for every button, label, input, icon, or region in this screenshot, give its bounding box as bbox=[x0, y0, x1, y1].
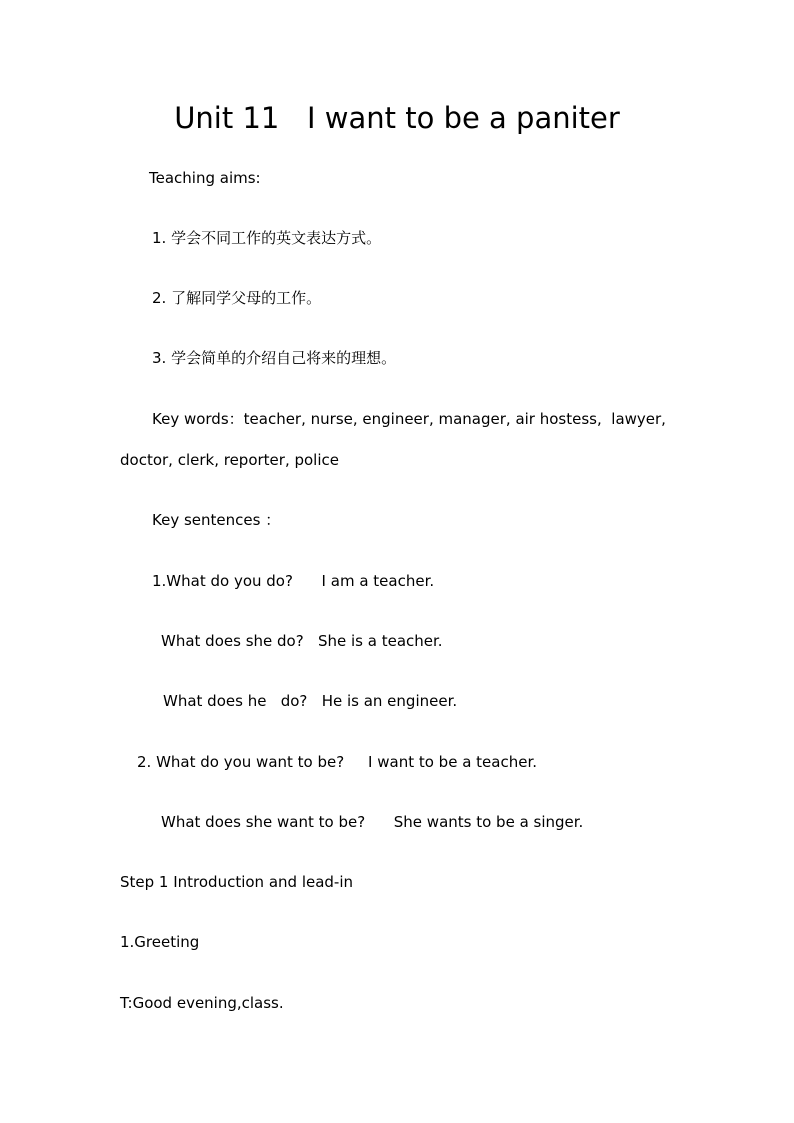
key-sentence-4: 2. What do you want to be? I want to be a teacher. bbox=[137, 753, 538, 771]
step-1-heading: Step 1 Introduction and lead-in bbox=[120, 873, 354, 891]
key-words-line-2: doctor, clerk, reporter, police bbox=[120, 451, 339, 469]
greeting-heading: 1.Greeting bbox=[120, 933, 200, 951]
teaching-aim-3: 3. 学会简单的介绍自己将来的理想。 bbox=[152, 349, 397, 367]
teaching-aim-1: 1. 学会不同工作的英文表达方式。 bbox=[152, 229, 382, 247]
teacher-line: T:Good evening,class. bbox=[120, 994, 284, 1012]
key-sentence-2: What does she do? She is a teacher. bbox=[161, 632, 443, 650]
key-sentence-3: What does he do? He is an engineer. bbox=[163, 692, 458, 710]
key-sentence-1: 1.What do you do? I am a teacher. bbox=[152, 572, 435, 590]
teaching-aims-heading: Teaching aims: bbox=[149, 169, 261, 187]
page-title: Unit 11 I want to be a paniter bbox=[174, 101, 620, 135]
key-words-line-1: Key words：teacher, nurse, engineer, manager, air hostess, lawyer, bbox=[152, 410, 666, 428]
key-sentence-5: What does she want to be? She wants to be a singer. bbox=[161, 813, 584, 831]
teaching-aim-2: 2. 了解同学父母的工作。 bbox=[152, 289, 322, 307]
key-sentences-heading: Key sentences ： bbox=[152, 511, 281, 529]
